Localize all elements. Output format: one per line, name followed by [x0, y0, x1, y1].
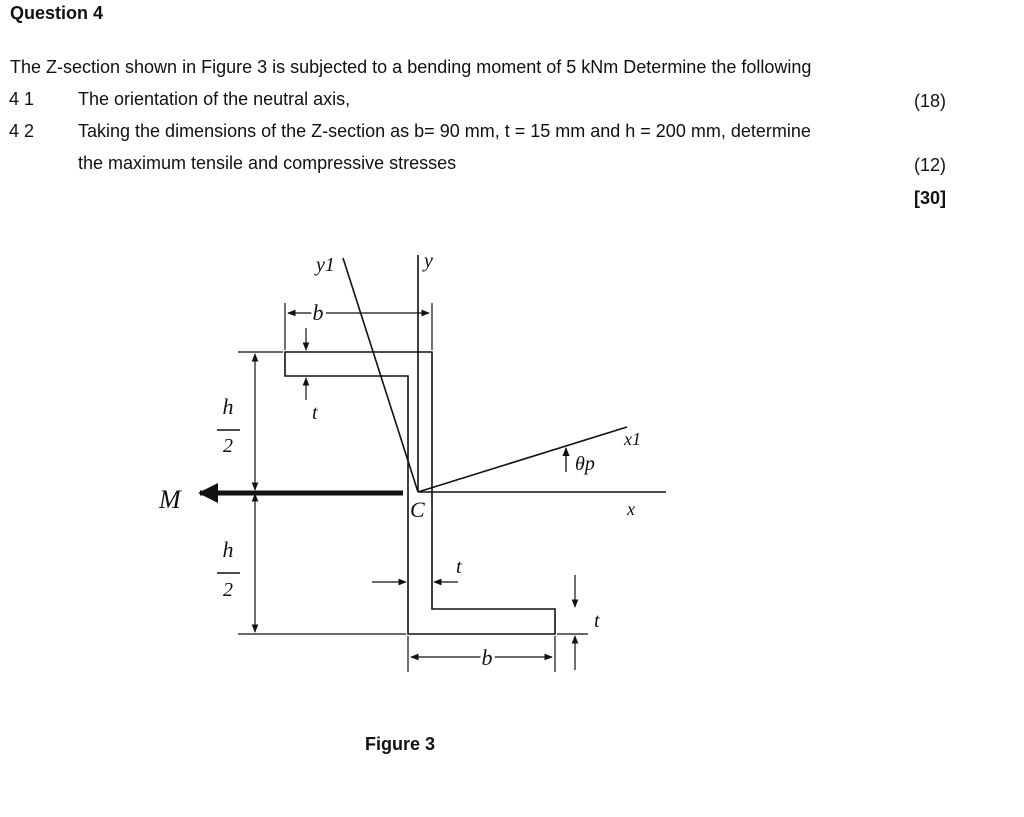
question-intro: The Z-section shown in Figure 3 is subjected to a bending moment of 5 kNm Determine the following — [10, 57, 812, 77]
y1-label: y1 — [316, 254, 335, 276]
x1-axis — [418, 427, 627, 492]
y1-axis — [343, 258, 418, 492]
figure-caption: Figure 3 — [365, 734, 436, 754]
y-label: y — [424, 250, 433, 272]
part-2-continuation: the maximum tensile and compressive stresses — [78, 153, 457, 173]
h-num-lower: h — [222, 537, 234, 562]
moment-label: M — [159, 485, 181, 514]
part-1-marks: (18) — [913, 91, 946, 111]
x-label: x — [627, 499, 635, 519]
h-den-upper: 2 — [223, 435, 233, 457]
part-2-marks: (12) — [913, 155, 946, 175]
total-marks: [30] — [913, 188, 946, 208]
x1-label: x1 — [624, 429, 641, 449]
centroid-label: C — [410, 497, 425, 522]
h-den-lower: 2 — [223, 579, 233, 601]
t-top-label: t — [312, 402, 318, 424]
b-bottom-label: b — [481, 645, 493, 670]
t-web-label: t — [456, 556, 462, 578]
part-1-number: 4 1 — [9, 89, 35, 109]
part-1-text: The orientation of the neutral axis, — [78, 89, 351, 109]
b-top-label: b — [312, 300, 324, 325]
part-2-number: 4 2 — [9, 121, 35, 141]
t-bottom-label: t — [594, 610, 600, 632]
theta-p-label: θp — [575, 453, 595, 475]
h-num-upper: h — [222, 394, 234, 419]
part-2-text: Taking the dimensions of the Z-section as b= 90 mm, t = 15 mm and h = 200 mm, determine — [78, 121, 811, 141]
question-title: Question 4 — [10, 3, 104, 23]
